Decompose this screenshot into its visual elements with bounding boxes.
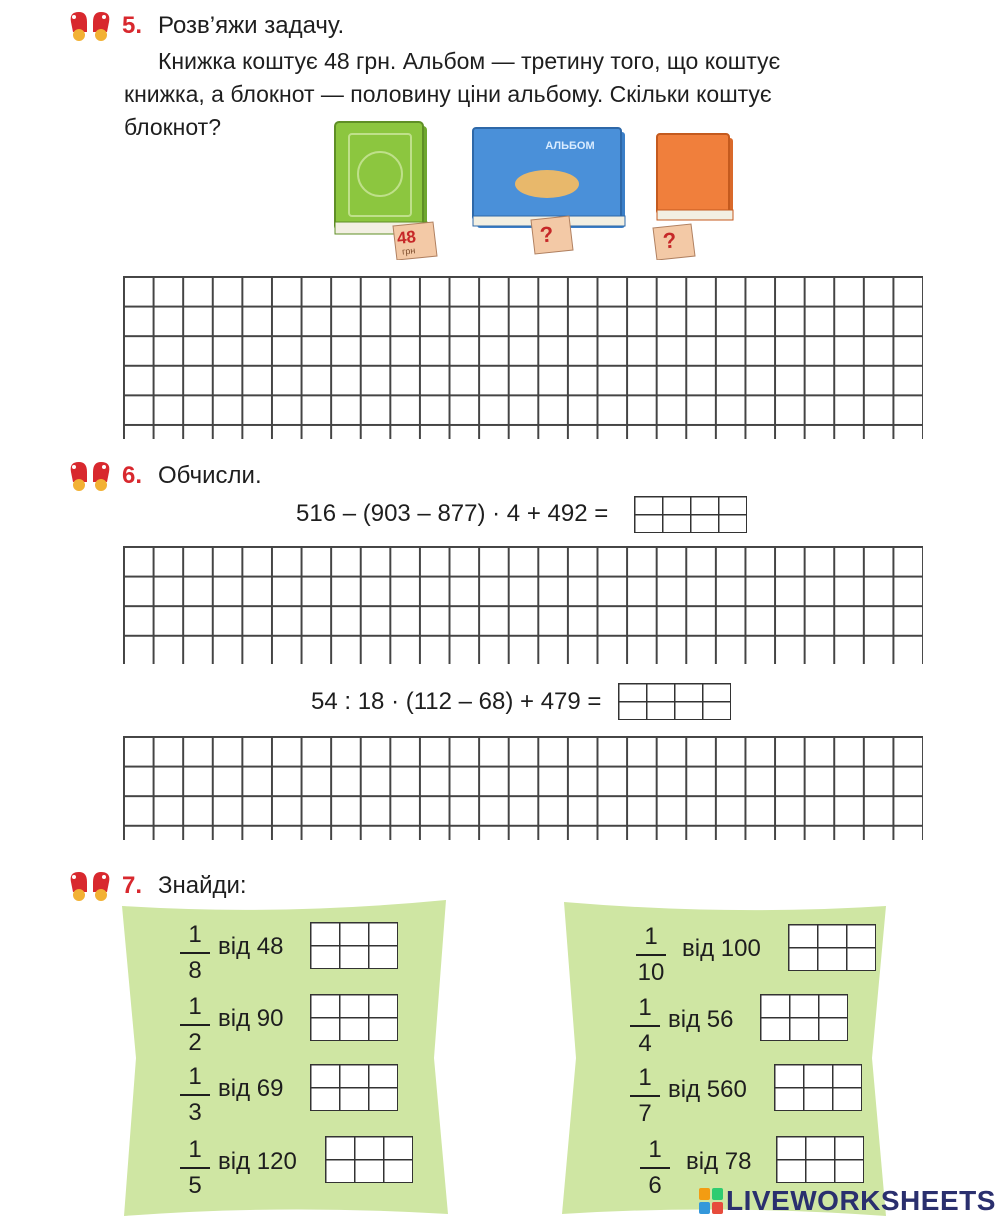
- answer-box[interactable]: [310, 1064, 398, 1111]
- task-number: 6.: [122, 462, 143, 489]
- answer-box[interactable]: [325, 1136, 413, 1183]
- answer-box[interactable]: [618, 683, 731, 720]
- answer-grid[interactable]: [123, 276, 923, 439]
- fraction-of-row: від 78: [686, 1148, 752, 1175]
- problem-line: книжка, а блокнот — половину ціни альбому. Скільки коштує: [124, 81, 772, 107]
- album-cover-title: АЛЬБОМ: [545, 140, 595, 152]
- answer-box[interactable]: [310, 994, 398, 1041]
- fraction-of-row: від 90: [218, 1005, 284, 1032]
- answer-box[interactable]: [634, 496, 747, 533]
- fraction: $\frac{1}{7}$: [630, 1063, 660, 1129]
- answer-grid[interactable]: [123, 736, 923, 840]
- fraction: $\frac{1}{6}$: [640, 1135, 670, 1201]
- notebook-price-tag: ?: [661, 227, 678, 254]
- answer-box[interactable]: [788, 924, 876, 971]
- fraction: $\frac{1}{5}$: [180, 1135, 210, 1201]
- answer-grid[interactable]: [123, 546, 923, 664]
- fraction: $\frac{1}{4}$: [630, 993, 660, 1059]
- task-title: Знайди:: [158, 872, 247, 899]
- problem-line: Книжка коштує 48 грн. Альбом — третину того, що коштує: [158, 48, 781, 74]
- answer-box[interactable]: [774, 1064, 862, 1111]
- expression-1: 516 – (903 – 877) · 4 + 492 =: [296, 500, 609, 527]
- notebook-icon: [657, 134, 733, 220]
- book-price-unit: грн: [401, 245, 416, 257]
- problem-line: блокнот?: [124, 114, 221, 140]
- answer-box[interactable]: [310, 922, 398, 969]
- task-number: 7.: [122, 872, 143, 899]
- mittens-icon: [65, 458, 115, 492]
- album-price-tag: ?: [538, 221, 555, 248]
- task-number: 5.: [122, 12, 143, 39]
- mittens-icon: [65, 868, 115, 902]
- expression-2: 54 : 18 · (112 – 68) + 479 =: [311, 688, 602, 715]
- watermark: LIVEWORKSHEETS: [726, 1185, 996, 1216]
- fraction-of-row: від 69: [218, 1075, 284, 1102]
- liveworksheets-logo-icon: [698, 1187, 724, 1215]
- answer-box[interactable]: [760, 994, 848, 1041]
- fraction-of-row: від 560: [668, 1076, 747, 1103]
- mittens-icon: [65, 8, 115, 42]
- book-price-tag: 48: [396, 227, 417, 248]
- fraction-of-row: від 48: [218, 933, 284, 960]
- fraction: $\frac{1}{8}$: [180, 920, 210, 986]
- fraction: $\frac{1}{3}$: [180, 1062, 210, 1128]
- task-title: Розв’яжи задачу.: [158, 12, 345, 39]
- fraction-of-row: від 100: [682, 935, 761, 962]
- book-icon: [335, 122, 427, 234]
- fraction-of-row: від 56: [668, 1006, 734, 1033]
- fraction: $\frac{1}{10}$: [637, 923, 665, 986]
- fraction: $\frac{1}{2}$: [180, 992, 210, 1058]
- answer-box[interactable]: [776, 1136, 864, 1183]
- fraction-of-row: від 120: [218, 1148, 297, 1175]
- task-title: Обчисли.: [158, 462, 262, 489]
